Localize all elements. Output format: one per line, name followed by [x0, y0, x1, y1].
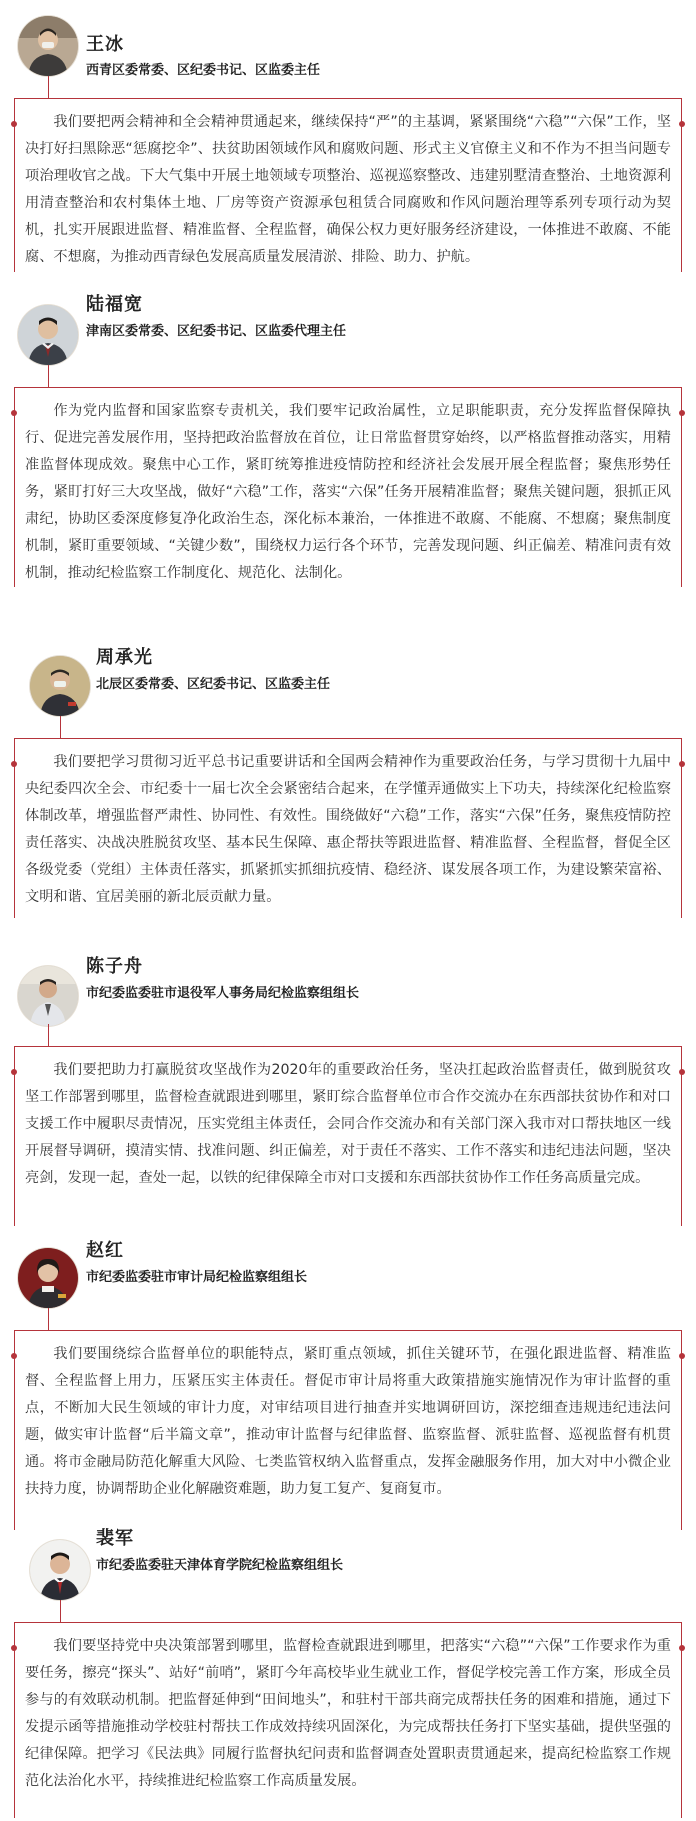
quote-box [14, 98, 682, 272]
person-name: 王冰 [86, 34, 124, 55]
quote-box [14, 738, 682, 918]
avatar-photo [18, 16, 78, 76]
person-title: 西青区委常委、区纪委书记、区监委主任 [86, 63, 321, 78]
connector-line [60, 1600, 61, 1622]
avatar-photo [18, 1248, 78, 1308]
portrait-photo-icon [18, 966, 78, 1026]
person-title: 市纪委监委驻市退役军人事务局纪检监察组组长 [86, 986, 360, 1001]
connector-line [48, 365, 49, 387]
person-name: 赵红 [86, 1240, 124, 1261]
person-name: 陆福宽 [86, 294, 143, 315]
person-title: 市纪委监委驻天津体育学院纪检监察组组长 [96, 1558, 344, 1573]
quote-text: 作为党内监督和国家监察专责机关，我们要牢记政治属性，立足职能职责，充分发挥监督保障执行、促进完善发展作用，坚持把政治监督放在首位，让日常监督贯穿始终，以严格监督推动落实，用精准监督体现成效。聚焦中心工作，紧盯统筹推进疫情防控和经济社会发展开展全程监督；聚焦形势任务，紧盯打好三大攻坚战，做好“六稳”工作，落实“六保”任务开展精准监督；聚焦关键问题，狠抓正风肃纪，协助区委深度修复净化政治生态，深化标本兼治，一体推进不敢腐、不能腐、不想腐；聚焦制度机制，紧盯重要领域、“关键少数”，围绕权力运行各个环节，完善发现问题、纠正偏差、精准问责有效机制，推动纪检监察工作制度化、规范化、法制化。 [25, 403, 671, 581]
quote-text: 我们要把学习贯彻习近平总书记重要讲话和全国两会精神作为重要政治任务，与学习贯彻十九届中央纪委四次全会、市纪委十一届七次全会紧密结合起来，在学懂弄通做实上下功夫，持续深化纪检监察体制改革，增强监督严肃性、协同性、有效性。围绕做好“六稳”工作，落实“六保”任务，聚焦疫情防控责任落实、决战决胜脱贫攻坚、基本民生保障、惠企帮扶等跟进监督、精准监督、全程监督，督促全区各级党委（党组）主体责任落实，抓紧抓实抓细抗疫情、稳经济、谋发展各项工作，为建设繁荣富裕、文明和谐、宜居美丽的新北辰贡献力量。 [25, 754, 671, 905]
person-name: 周承光 [96, 647, 153, 668]
person-title: 北辰区委常委、区纪委书记、区监委主任 [96, 677, 331, 692]
avatar-photo [18, 966, 78, 1026]
quote-box [14, 1622, 682, 1818]
person-name: 陈子舟 [86, 956, 143, 977]
connector-line [60, 716, 61, 738]
avatar-photo [30, 656, 90, 716]
quote-text: 我们要把两会精神和全会精神贯通起来，继续保持“严”的主基调，紧紧围绕“六稳”“六保”工作，坚决打好扫黑除恶“惩腐挖伞”、扶贫助困领域作风和腐败问题、形式主义官僚主义和不作为不担当问题专项治理收官之战。下大气集中开展土地领域专项整治、巡视巡察整改、违建别墅清查整治、土地资源利用清查整治和农村集体土地、厂房等资产资源承包租赁合同腐败和作风问题治理等系列专项行动为契机，扎实开展跟进监督、精准监督、全程监督，确保公权力更好服务经济建设，一体推进不敢腐、不能腐、不想腐，为推动西青绿色发展高质量发展清淤、排险、助力、护航。 [25, 114, 671, 265]
quote-box [14, 1330, 682, 1530]
connector-line [48, 1308, 49, 1330]
connector-line [48, 1024, 49, 1046]
quote-text: 我们要把助力打赢脱贫攻坚战作为2020年的重要政治任务，坚决扛起政治监督责任，做到脱贫攻坚工作部署到哪里，监督检查就跟进到哪里，紧盯综合监督单位市合作交流办在东西部扶贫协作和对口支援工作中履职尽责情况，压实党组主体责任，会同合作交流办和有关部门深入我市对口帮扶地区一线开展督导调研，摸清实情、找准问题、纠正偏差，对于责任不落实、工作不落实和违纪违法问题，坚决亮剑，发现一起，查处一起，以铁的纪律保障全市对口支援和东西部扶贫协作工作任务高质量完成。 [25, 1062, 671, 1186]
portrait-photo-icon [18, 305, 78, 365]
quote-text: 我们要坚持党中央决策部署到哪里，监督检查就跟进到哪里，把落实“六稳”“六保”工作要求作为重要任务，擦亮“探头”、站好“前哨”，紧盯今年高校毕业生就业工作，督促学校完善工作方案，形成全员参与的有效联动机制。把监督延伸到“田间地头”，和驻村干部共商完成帮扶任务的困难和措施，通过下发提示函等措施推动学校驻村帮扶工作成效持续巩固深化，为完成帮扶任务打下坚实基础，提供坚强的纪律保障。把学习《民法典》同履行监督执纪问责和监督调查处置职责贯通起来，提高纪检监察工作规范化法治化水平，持续推进纪检监察工作高质量发展。 [25, 1638, 671, 1789]
person-title: 市纪委监委驻市审计局纪检监察组组长 [86, 1270, 308, 1285]
quote-box [14, 1046, 682, 1226]
portrait-photo-icon [30, 656, 90, 716]
quote-text: 我们要围绕综合监督单位的职能特点，紧盯重点领域，抓住关键环节，在强化跟进监督、精准监督、全程监督上用力，压紧压实主体责任。督促市审计局将重大政策措施实施情况作为审计监督的重点，不断加大民生领域的审计力度，对审结项目进行抽查并实地调研回访，深挖细查违规违纪违法问题，做实审计监督“后半篇文章”，推动审计监督与纪律监督、监察监督、派驻监督、巡视监督有机贯通。将市金融局防范化解重大风险、七类监管权纳入监督重点，发挥金融服务作用，加大对中小微企业扶持力度，协调帮助企业化解融资难题，助力复工复产、复商复市。 [25, 1346, 671, 1497]
connector-line [48, 76, 49, 98]
portrait-photo-icon [30, 1540, 90, 1600]
avatar-photo [30, 1540, 90, 1600]
portrait-photo-icon [18, 1248, 78, 1308]
avatar-photo [18, 305, 78, 365]
person-name: 裴军 [96, 1528, 134, 1549]
person-title: 津南区委常委、区纪委书记、区监委代理主任 [86, 324, 347, 339]
portrait-photo-icon [18, 16, 78, 76]
quote-box [14, 387, 682, 587]
